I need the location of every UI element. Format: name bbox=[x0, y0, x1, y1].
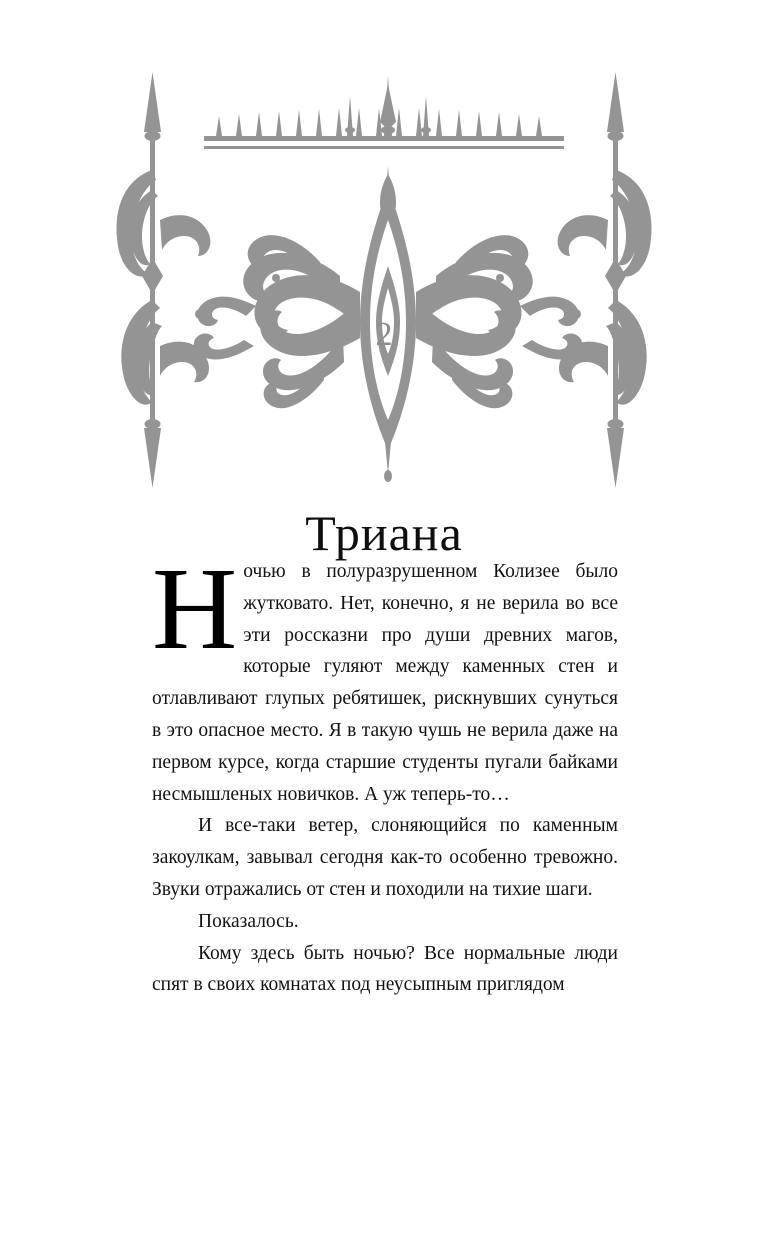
drop-cap: Н bbox=[152, 543, 238, 674]
chapter-body bbox=[152, 543, 618, 1001]
paragraph: Показалось. bbox=[198, 910, 299, 932]
paragraph-text: очью в полуразрушенном Колизее было жутковато. Нет, конечно, я не верила во все эти россказни про души древних магов, которые гуляют между каменных стен и отлавливают глупых ребятишек, рискнувших сунуться в это опасное место. Я в такую чушь не верила даже на первом курсе, когда старшие студенты пугали байками несмышленых новичков. А уж теперь-то… bbox=[152, 561, 618, 805]
paragraph: И все-таки ветер, слоняющийся по каменным закоулкам, завывал сегодня как-то особенно тревожно. Звуки отражались от стен и походили на тихие шаги. bbox=[152, 815, 618, 900]
chapter-number: 2 bbox=[375, 316, 393, 353]
paragraph bbox=[152, 543, 618, 810]
chapter-title: Триана bbox=[305, 504, 463, 561]
chapter-ornament bbox=[104, 70, 664, 540]
paragraph: Кому здесь быть ночью? Все нормальные люди спят в своих комнатах под неусыпным приглядом bbox=[152, 942, 618, 996]
